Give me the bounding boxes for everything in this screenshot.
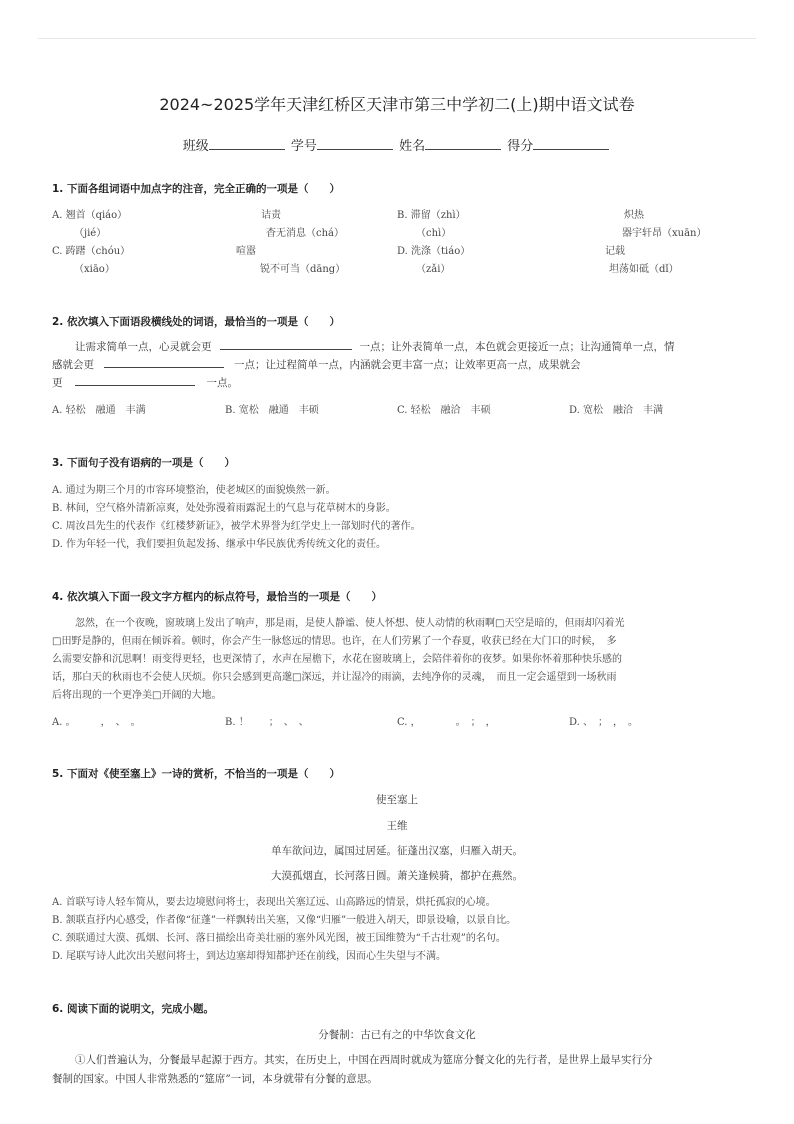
q5-option-b[interactable]: B. 颔联直抒内心感受，作者像“征蓬”一样飘转出关塞，又像“归雁”一般进入胡天，即景设喻，以景自比。: [52, 915, 517, 926]
q1-option-a-4: 杳无消息（chá）: [266, 228, 345, 239]
poem-line-2: 大漠孤烟直，长河落日圆。萧关逢候骑，都护在燕然。: [271, 870, 523, 882]
q5-option-a[interactable]: A. 首联写诗人轻车简从，要去边境慰问将士，表现出关塞辽远、山高路远的情景，烘托孤寂的心境。: [52, 897, 496, 908]
poem-author: 王维: [386, 820, 408, 832]
q1-option-d-3: （zǎi）: [416, 264, 451, 275]
q2-text-1a: 让需求简单一点，心灵就会更: [75, 341, 212, 353]
poem-line-1: 单车欲问边，属国过居延。征蓬出汉塞，归雁入胡天。: [271, 845, 523, 857]
q3-stem: 3. 下面句子没有语病的一项是（ ）: [52, 457, 235, 469]
q4-para-line-3: 么需要安静和沉思啊！雨变得更轻，也更深情了，水声在屋檐下，水花在窗玻璃上，会陪伴着你的夜梦。如果你怀着那种快乐感的: [52, 654, 622, 665]
score-blank[interactable]: [533, 137, 609, 150]
q1-option-b-4: 器宇轩昂（xuān）: [622, 228, 707, 239]
q6-stem: 6. 阅读下面的说明文，完成小题。: [52, 1003, 214, 1015]
q4-para-line-4: 话，那白天的秋雨也不会使人厌烦。你只会感到更高邈□深远，并让湿冷的雨滴，去纯净你的灵魂， 而且一定会遥望到一场秋雨: [52, 672, 617, 683]
class-blank[interactable]: [209, 137, 285, 150]
q1-option-c-4: 锐不可当（dāng）: [260, 264, 346, 275]
q2-text-2b: 一点；让过程简单一点，内涵就会更丰富一点；让效率更高一点，成果就会: [234, 359, 581, 371]
q1-option-c-2: 喧嚣: [236, 246, 256, 257]
q5-option-d[interactable]: D. 尾联写诗人此次出关慰问将士，到达边塞却得知都护还在前线，因而心生失望与不满。: [52, 951, 447, 962]
q1-option-a-3: （jié）: [74, 228, 107, 239]
q5-stem: 5. 下面对《使至塞上》一诗的赏析，不恰当的一项是（ ）: [52, 768, 340, 780]
q1-option-a-2: 诘责: [261, 210, 281, 221]
q2-text-3a: 更: [52, 377, 63, 389]
q2-option-a[interactable]: A. 轻松 融通 丰满: [52, 405, 146, 416]
q3-option-b[interactable]: B. 林间，空气格外清新凉爽，处处弥漫着雨露泥土的气息与花草树木的身影。: [52, 503, 396, 514]
q4-para-line-2: □田野是静的，但雨在倾诉着。顿时，你会产生一脉悠远的情思。也许，在人们劳累了一个春夏，收获已经在大门口的时候， 多: [52, 636, 617, 647]
article-title: 分餐制：古已有之的中华饮食文化: [318, 1029, 476, 1041]
q5-option-c[interactable]: C. 颈联通过大漠、孤烟、长河、落日描绘出奇美壮丽的塞外风光图，被王国维赞为“千古壮观”的名句。: [52, 933, 506, 944]
article-para-line-2: 餐制的国家。中国人非常熟悉的“筵席”一词，本身就带有分餐的意思。: [52, 1073, 378, 1085]
score-label: 得分: [507, 139, 534, 154]
q1-option-b-3: （chì）: [416, 228, 452, 239]
q4-stem: 4. 依次填入下面一段文字方框内的标点符号，最恰当的一项是（ ）: [52, 591, 382, 603]
top-divider: [38, 38, 756, 39]
q4-option-a[interactable]: A. 。 ， 、 。: [52, 717, 141, 728]
q1-option-d-1: D. 洗涤（tiáo）: [397, 246, 471, 257]
page-title: 2024~2025学年天津红桥区天津市第三中学初二(上)期中语文试卷: [159, 95, 635, 114]
q2-option-b[interactable]: B. 宽松 融通 丰硕: [225, 405, 319, 416]
q1-option-d-4: 坦荡如砥（dǐ）: [609, 264, 679, 275]
q1-option-c-3: （xiāo）: [74, 264, 115, 275]
q4-para-line-5: 后将出现的一个更净美□开阔的大地。: [52, 690, 222, 701]
q2-line-3: [52, 375, 238, 390]
q4-option-c[interactable]: C. ， 。 ； ，: [397, 717, 496, 728]
q2-text-2a: 感就会更: [52, 359, 94, 371]
q3-option-d[interactable]: D. 作为年轻一代，我们要担负起发扬、继承中华民族优秀传统文化的责任。: [52, 539, 387, 550]
q1-stem: 1. 下面各组词语中加点字的注音，完全正确的一项是（ ）: [52, 183, 340, 195]
name-blank[interactable]: [425, 137, 501, 150]
article-para-line-1: ①人们普遍认为，分餐最早起源于西方。其实，在历史上，中国在西周时就成为筵席分餐文化的先行者，是世界上最早实行分: [75, 1054, 653, 1066]
q4-option-d[interactable]: D. 、 ； ， 。: [569, 717, 639, 728]
q2-text-3b: 一点。: [206, 377, 238, 389]
q2-option-d[interactable]: D. 宽松 融洽 丰满: [569, 405, 664, 416]
q3-option-c[interactable]: C. 周汝昌先生的代表作《红楼梦新证》，被学术界誉为红学史上一部划时代的著作。: [52, 521, 421, 532]
student-info-line: [0, 135, 794, 154]
q1-option-d-2: 记载: [605, 246, 625, 257]
q2-blank-3[interactable]: [75, 375, 195, 386]
class-label: 班级: [182, 139, 209, 154]
q2-blank-1[interactable]: [220, 339, 352, 350]
q1-option-b-1: B. 滞留（zhì）: [397, 210, 466, 221]
id-blank[interactable]: [317, 137, 393, 150]
q1-option-a-1: A. 翘首（qiáo）: [52, 210, 128, 221]
q2-option-c[interactable]: C. 轻松 融洽 丰硕: [397, 405, 491, 416]
q2-text-1b: 一点；让外表简单一点，本色就会更接近一点；让沟通简单一点，情: [359, 341, 675, 353]
q2-stem: 2. 依次填入下面语段横线处的词语，最恰当的一项是（ ）: [52, 316, 340, 328]
name-label: 姓名: [399, 139, 426, 154]
q1-option-c-1: C. 踌躇（chóu）: [52, 246, 131, 257]
q2-line-1: [75, 339, 675, 354]
q4-para-line-1: 忽然，在一个夜晚，窗玻璃上发出了响声，那是雨，是使人静谧、使人怀想、使人动情的秋雨啊□天空是暗的，但雨却闪着光: [75, 618, 625, 629]
id-label: 学号: [290, 139, 317, 154]
q4-option-b[interactable]: B. ！ ； 、 、: [225, 717, 309, 728]
q2-blank-2[interactable]: [104, 357, 224, 368]
poem-title: 使至塞上: [376, 794, 418, 806]
q2-line-2: [52, 357, 581, 372]
q3-option-a[interactable]: A. 通过为期三个月的市容环境整治，使老城区的面貌焕然一新。: [52, 485, 336, 496]
q1-option-b-2: 炽热: [624, 210, 644, 221]
